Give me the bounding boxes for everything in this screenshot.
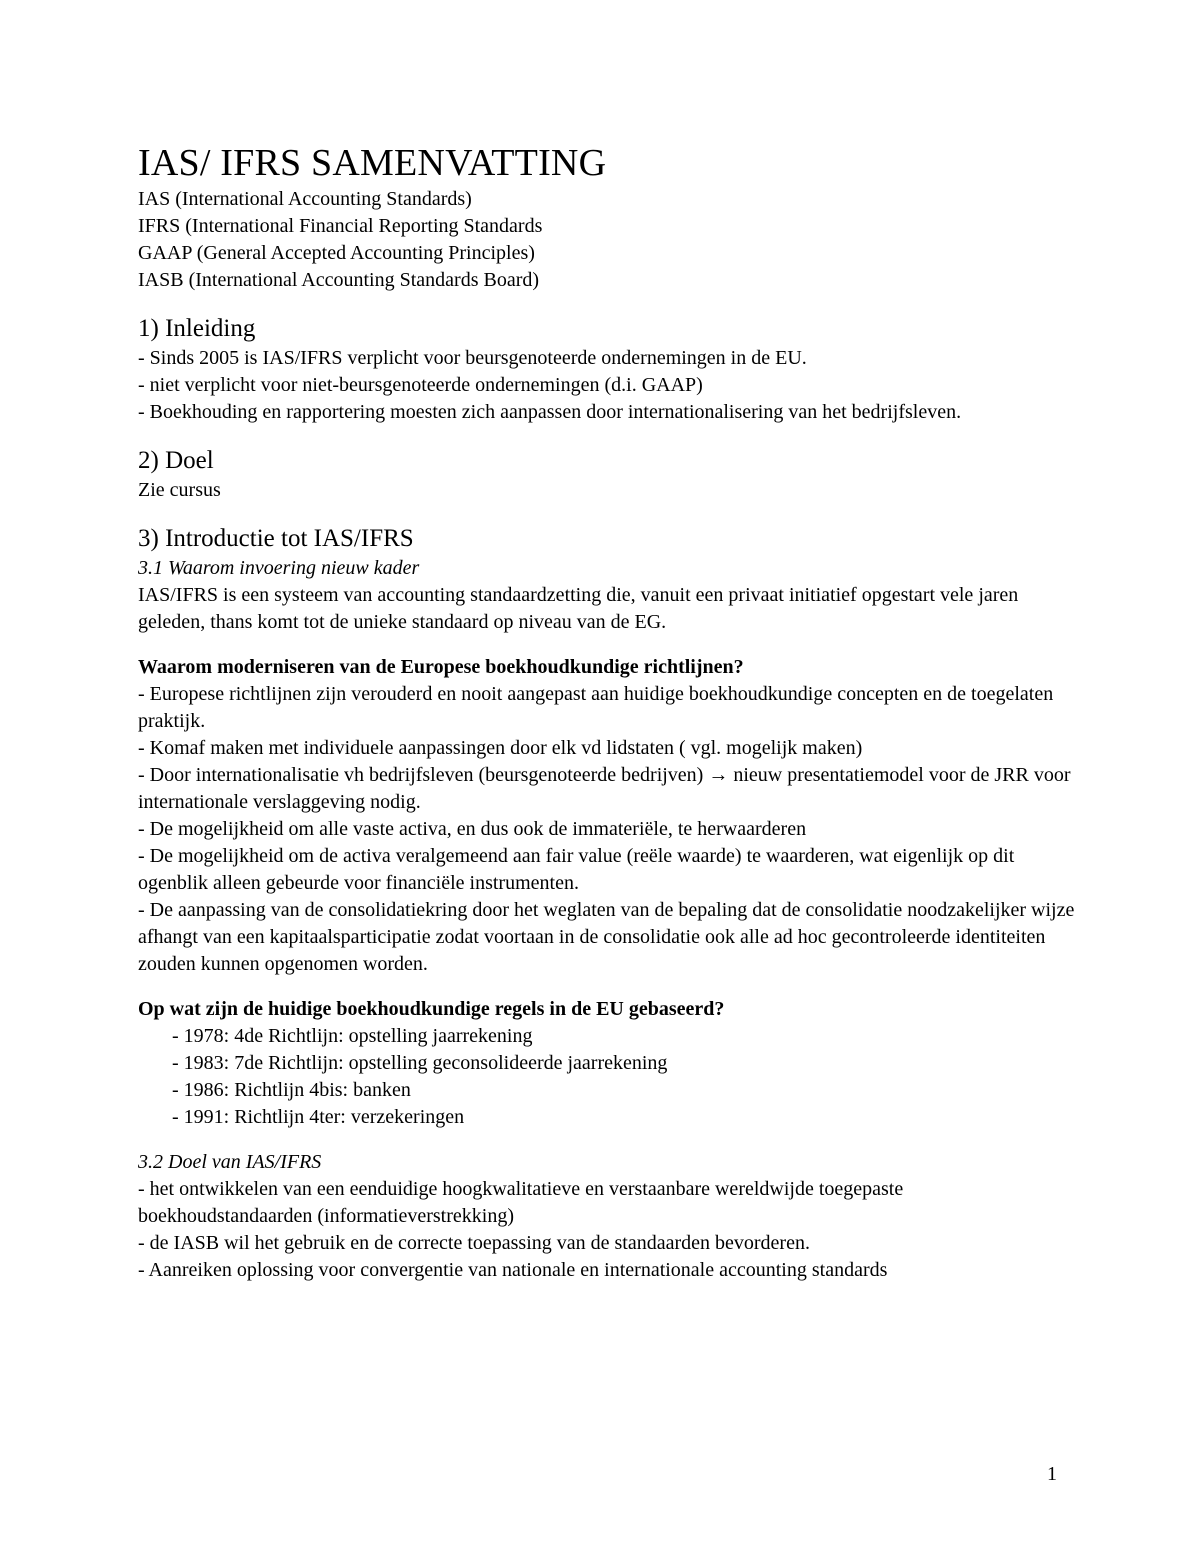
current-rules-heading: Op wat zijn de huidige boekhoudkundige regels in de EU gebaseerd? [138, 998, 725, 1020]
document-page [138, 140, 1078, 1284]
section-heading-introductie: 3) Introductie tot IAS/IFRS [138, 525, 414, 552]
list-item: - 1983: 7de Richtlijn: opstelling geconsolideerde jaarrekening [172, 1052, 668, 1074]
why-modernize-list [138, 681, 1078, 978]
section-heading-doel: 2) Doel [138, 447, 214, 474]
bullet-item: - Aanreiken oplossing voor convergentie van nationale en internationale accounting standards [138, 1259, 888, 1281]
subsection-3-1-text: IAS/IFRS is een systeem van accounting standaardzetting die, vanuit een privaat initiatief opgestart vele jaren geleden, thans komt tot de unieke standaard op niveau van de EG. [138, 584, 1019, 633]
subsection-3-2-list [138, 1176, 1078, 1284]
abbreviation-item: IFRS (International Financial Reporting Standards [138, 215, 543, 237]
bullet-item: - Door internationalisatie vh bedrijfsleven (beursgenoteerde bedrijven) → nieuw presentatiemodel voor de JRR voor internationale verslaggeving nodig. [138, 764, 1071, 813]
section-doel-text: Zie cursus [138, 479, 221, 501]
bullet-item: - Sinds 2005 is IAS/IFRS verplicht voor beursgenoteerde ondernemingen in de EU. [138, 347, 807, 369]
bullet-item: - niet verplicht voor niet-beursgenoteerde ondernemingen (d.i. GAAP) [138, 374, 703, 396]
abbreviation-item: IASB (International Accounting Standards Board) [138, 269, 540, 291]
bullet-item: - De aanpassing van de consolidatiekring door het weglaten van de bepaling dat de consolidatie noodzakelijker wijze afhangt van een kapitaalsparticipatie zodat voortaan in de consolidatie ook alle ad hoc gecontroleerde identiteiten zouden kunnen opgenomen worden. [138, 899, 1075, 975]
abbreviation-list [138, 186, 1078, 294]
list-item: - 1991: Richtlijn 4ter: verzekeringen [172, 1106, 465, 1128]
bullet-item: - De mogelijkheid om alle vaste activa, en dus ook de immateriële, te herwaarderen [138, 818, 807, 840]
list-item: - 1978: 4de Richtlijn: opstelling jaarrekening [172, 1025, 533, 1047]
section-heading-inleiding: 1) Inleiding [138, 315, 256, 342]
current-rules-list [138, 1023, 1078, 1131]
document-title: IAS/ IFRS SAMENVATTING [138, 142, 607, 184]
list-item: - 1986: Richtlijn 4bis: banken [172, 1079, 411, 1101]
bullet-item: - Komaf maken met individuele aanpassingen door elk vd lidstaten ( vgl. mogelijk maken) [138, 737, 863, 759]
section-inleiding-body [138, 345, 1078, 426]
why-modernize-heading: Waarom moderniseren van de Europese boekhoudkundige richtlijnen? [138, 656, 744, 678]
subsection-heading-3-2: 3.2 Doel van IAS/IFRS [138, 1151, 322, 1173]
bullet-item: - het ontwikkelen van een eenduidige hoogkwalitatieve en verstaanbare wereldwijde toegepaste boekhoudstandaarden (informatieverstrekking) [138, 1178, 904, 1227]
bullet-item: - Europese richtlijnen zijn verouderd en nooit aangepast aan huidige boekhoudkundige concepten en de toegelaten praktijk. [138, 683, 1054, 732]
bullet-item: - De mogelijkheid om de activa veralgemeend aan fair value (reële waarde) te waarderen, wat eigenlijk op dit ogenblik alleen gebeurde voor financiële instrumenten. [138, 845, 1015, 894]
abbreviation-item: IAS (International Accounting Standards) [138, 188, 472, 210]
bullet-item: - de IASB wil het gebruik en de correcte toepassing van de standaarden bevorderen. [138, 1232, 810, 1254]
abbreviation-item: GAAP (General Accepted Accounting Principles) [138, 242, 535, 264]
page-number: 1 [1047, 1463, 1057, 1485]
bullet-item: - Boekhouding en rapportering moesten zich aanpassen door internationalisering van het bedrijfsleven. [138, 401, 962, 423]
subsection-heading-3-1: 3.1 Waarom invoering nieuw kader [138, 557, 420, 579]
